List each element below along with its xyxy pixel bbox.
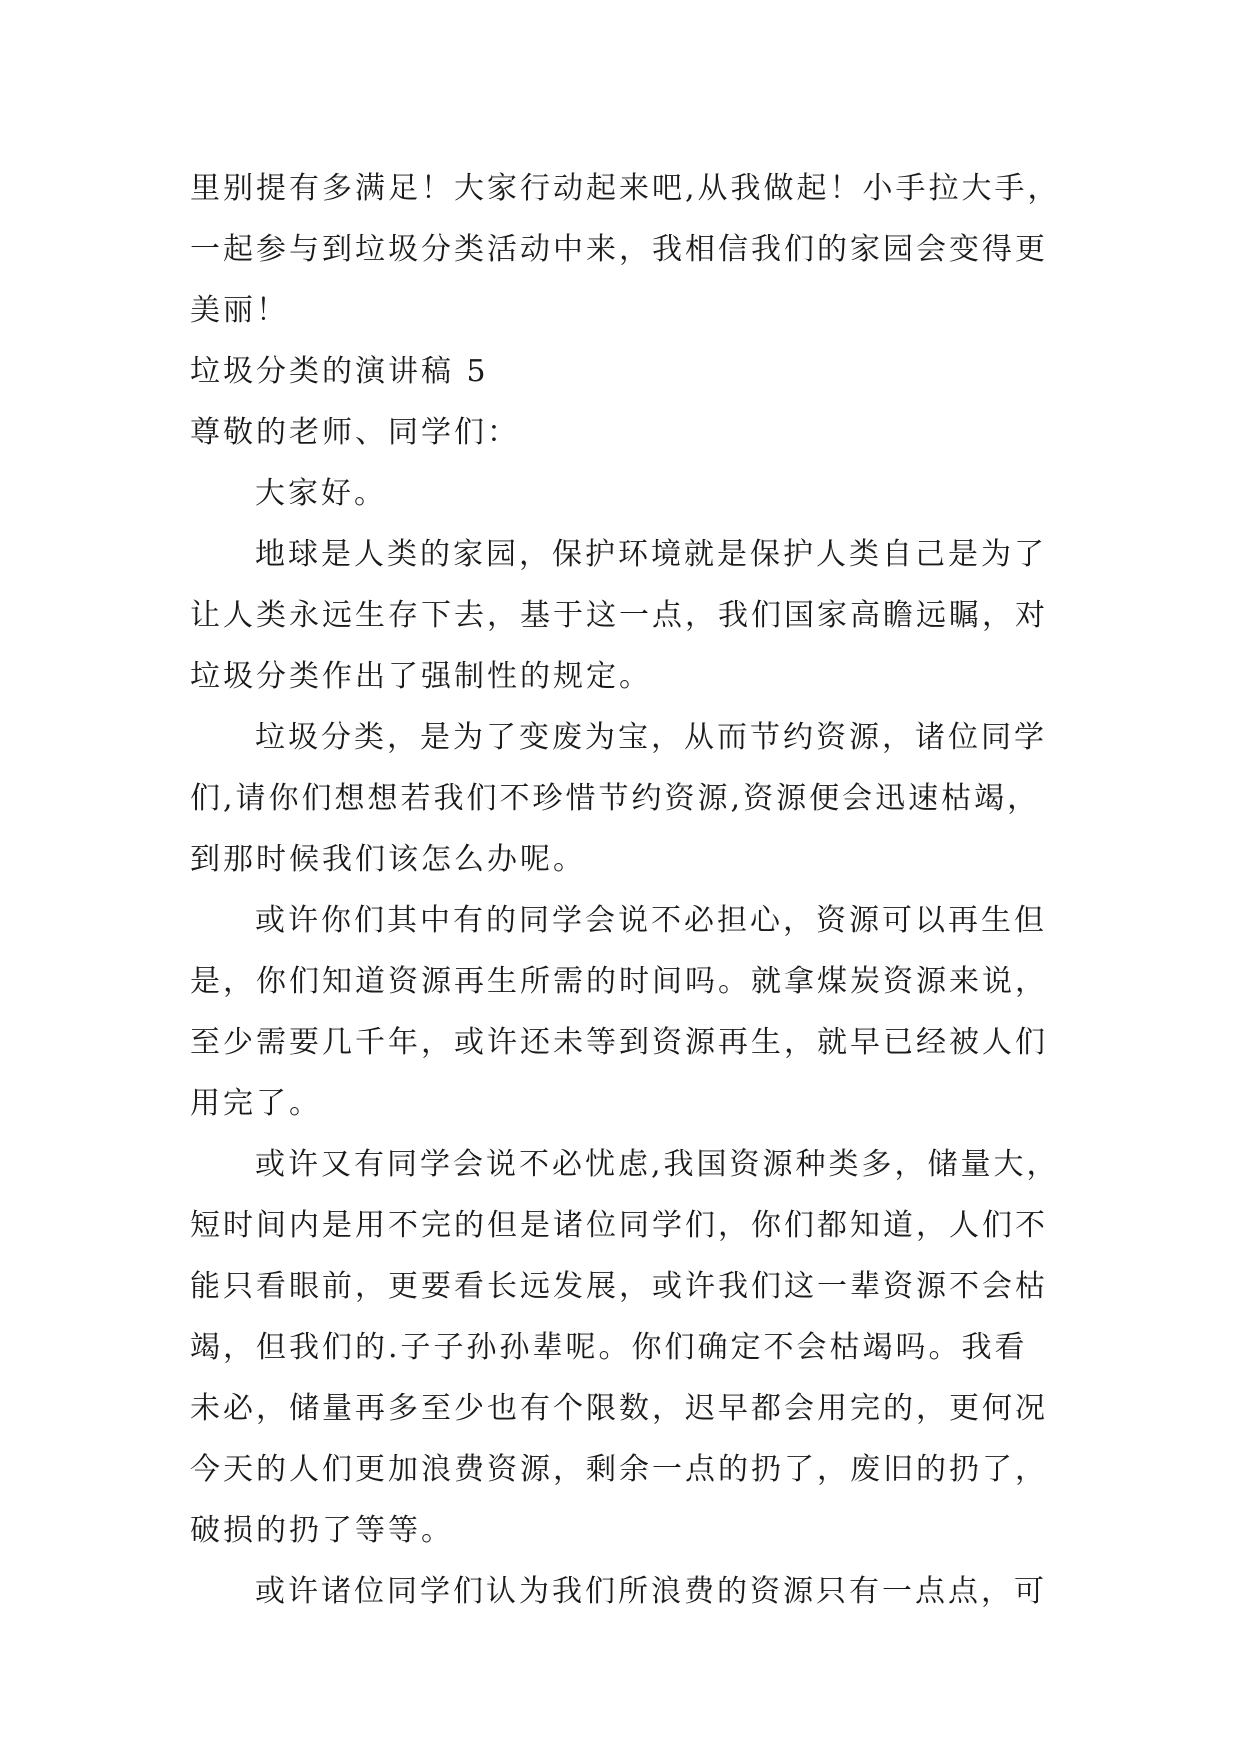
text-line: 今天的人们更加浪费资源，剩余一点的扔了，废旧的扔了， [190, 1452, 1048, 1487]
greeting: 大家好。 [255, 476, 387, 511]
text-line: 们,请你们想想若我们不珍惜节约资源,资源便会迅速枯竭， [190, 781, 1041, 816]
text-line: 短时间内是用不完的但是诸位同学们，你们都知道，人们不 [190, 1208, 1048, 1243]
paragraph-start: 或许你们其中有的同学会说不必担心，资源可以再生但 [255, 903, 1047, 938]
text-line: 里别提有多满足！大家行动起来吧,从我做起！小手拉大手， [190, 171, 1061, 206]
text-line: 至少需要几千年，或许还未等到资源再生，就早已经被人们 [190, 1025, 1048, 1060]
text-line: 竭，但我们的.子子孙孙辈呢。你们确定不会枯竭吗。我看 [190, 1330, 1028, 1365]
text-line: 垃圾分类作出了强制性的规定。 [190, 659, 652, 694]
text-line: 用完了。 [190, 1086, 322, 1121]
text-line: 是，你们知道资源再生所需的时间吗。就拿煤炭资源来说， [190, 964, 1048, 999]
text-line: 美丽！ [190, 293, 289, 328]
text-line: 能只看眼前，更要看长远发展，或许我们这一辈资源不会枯 [190, 1269, 1048, 1304]
paragraph-start: 地球是人类的家园，保护环境就是保护人类自己是为了 [255, 537, 1047, 572]
document-body [190, 158, 1090, 1622]
text-line: 让人类永远生存下去，基于这一点，我们国家高瞻远瞩，对 [190, 598, 1048, 633]
paragraph-start: 或许诸位同学们认为我们所浪费的资源只有一点点，可 [255, 1574, 1047, 1609]
text-line: 破损的扔了等等。 [190, 1513, 454, 1548]
salutation: 尊敬的老师、同学们： [190, 415, 520, 450]
section-heading: 垃圾分类的演讲稿 5 [190, 354, 489, 389]
text-line: 未必，储量再多至少也有个限数，迟早都会用完的，更何况 [190, 1391, 1048, 1426]
paragraph-start: 或许又有同学会说不必忧虑,我国资源种类多，储量大， [255, 1147, 1060, 1182]
text-line: 到那时候我们该怎么办呢。 [190, 842, 586, 877]
text-line: 一起参与到垃圾分类活动中来，我相信我们的家园会变得更 [190, 232, 1048, 267]
paragraph-start: 垃圾分类，是为了变废为宝，从而节约资源，诸位同学 [255, 720, 1047, 755]
